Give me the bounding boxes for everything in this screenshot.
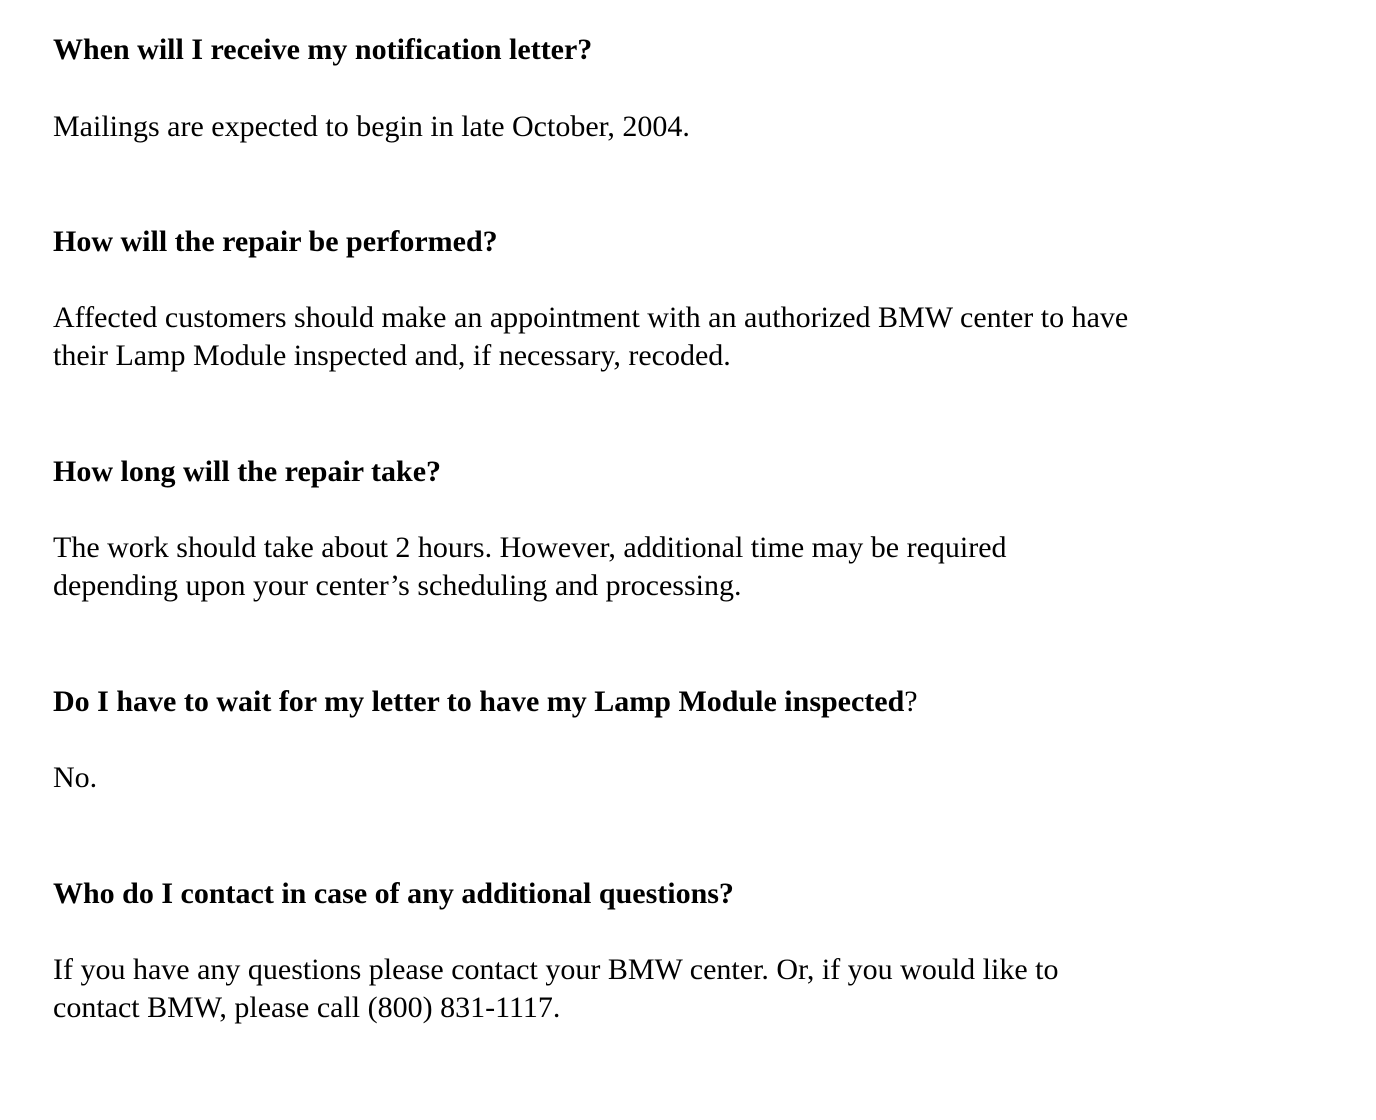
answer-repair-performed-line-2: their Lamp Module inspected and, if necessary, recoded. [53, 339, 731, 372]
question-repair-performed: How will the repair be performed? [53, 225, 498, 258]
answer-additional-questions-line-2: contact BMW, please call (800) 831-1117. [53, 991, 561, 1024]
question-wait-for-letter [53, 683, 918, 721]
question-repair-duration: How long will the repair take? [53, 455, 442, 488]
question-wait-for-letter-mark: ? [904, 685, 918, 718]
question-additional-questions: Who do I contact in case of any additional questions? [53, 877, 734, 910]
answer-wait-for-letter: No. [53, 761, 98, 794]
question-wait-for-letter-text: Do I have to wait for my letter to have my Lamp Module inspected [53, 685, 905, 718]
question-notification-letter: When will I receive my notification letter? [53, 33, 593, 66]
answer-additional-questions-line-1: If you have any questions please contact your BMW center. Or, if you would like to [53, 953, 1059, 986]
answer-repair-duration-line-2: depending upon your center’s scheduling and processing. [53, 569, 742, 602]
answer-repair-duration-line-1: The work should take about 2 hours. However, additional time may be required [53, 531, 1007, 564]
answer-repair-performed-line-1: Affected customers should make an appointment with an authorized BMW center to have [53, 301, 1129, 334]
answer-notification-letter-line-1: Mailings are expected to begin in late October, 2004. [53, 110, 690, 143]
